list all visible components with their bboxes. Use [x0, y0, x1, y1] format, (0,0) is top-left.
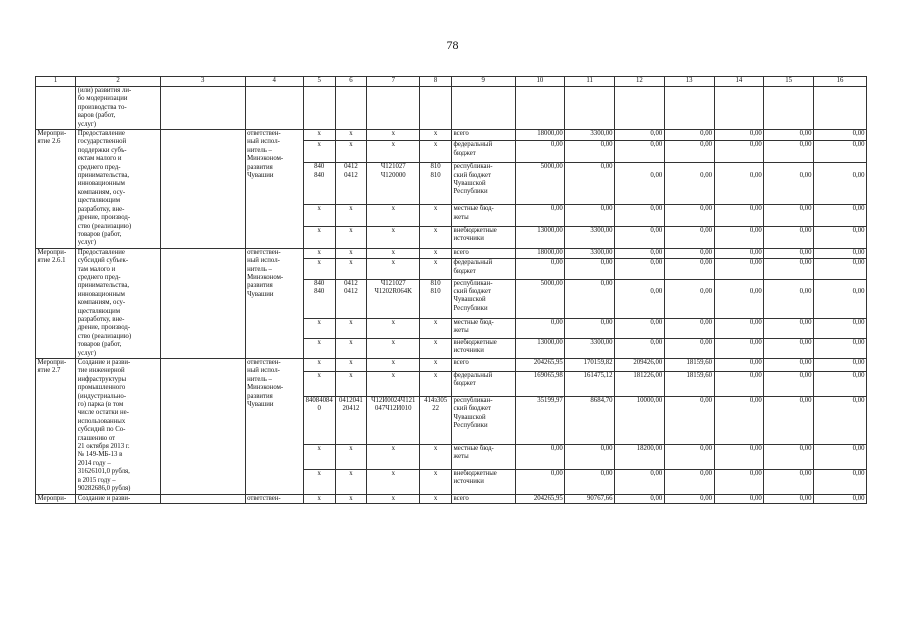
code-cell: х	[367, 444, 420, 469]
value-cell: 3300,00	[565, 130, 615, 141]
value-cell: 13000,00	[515, 227, 565, 249]
value-cell: 3300,00	[565, 227, 615, 249]
code-cell: х	[303, 469, 335, 494]
header-cell: 11	[565, 77, 615, 87]
value-cell: 0,00	[764, 259, 814, 279]
value-cell: 0,00	[664, 338, 714, 358]
value-cell: 0,00	[764, 163, 814, 205]
code-cell: х	[420, 359, 452, 372]
code-cell: х	[420, 130, 452, 141]
code-cell: х	[303, 248, 335, 259]
header-cell: 10	[515, 77, 565, 87]
value-cell: 0,00	[615, 338, 665, 358]
measure-name: Создание и разви- тие инженерной инфраструктуры промышленного (индустриально- го) парка (в том числе остатки не- использованных субсидий по Со- глашению от 21 октября 2013 г. № 149-МБ-13 в 2014 году – 31626101,0 рубля, в 2015 году – 90282686,0 рубля)	[76, 359, 161, 495]
code-cell: х	[335, 318, 367, 338]
code-cell: х	[420, 259, 452, 279]
code-cell: х	[367, 248, 420, 259]
code-cell: х	[335, 205, 367, 227]
code-cell: х	[303, 259, 335, 279]
value-cell: 0,00	[764, 227, 814, 249]
value-cell: 0,00	[814, 396, 867, 444]
value-cell: 0,00	[714, 248, 764, 259]
header-row	[36, 77, 867, 87]
code-cell: 414з305 22	[420, 396, 452, 444]
value-cell: 8684,70	[565, 396, 615, 444]
funding-source: местные бюд- жеты	[451, 444, 515, 469]
value-cell: 0,00	[664, 396, 714, 444]
code-cell: х	[303, 372, 335, 397]
value-cell: 181226,00	[615, 372, 665, 397]
value-cell: 0,00	[714, 318, 764, 338]
code-cell: х	[303, 444, 335, 469]
header-cell: 14	[714, 77, 764, 87]
value-cell: 0,00	[664, 248, 714, 259]
continuation-text: (или) развития ли- бо модернизации производства то- варов (работ, услуг)	[76, 87, 161, 130]
code-cell: х	[335, 248, 367, 259]
value-cell: 0,00	[714, 279, 764, 318]
value-cell: 0,00	[814, 318, 867, 338]
value-cell: 0,00	[764, 141, 814, 163]
value-cell: 0,00	[664, 163, 714, 205]
measure-id: Меропри- ятие 2.6	[36, 130, 76, 249]
funding-source: всего	[451, 130, 515, 141]
value-cell: 0,00	[515, 469, 565, 494]
value-cell: 0,00	[714, 469, 764, 494]
code-cell: х	[303, 359, 335, 372]
value-cell: 0,00	[664, 130, 714, 141]
funding-source: внебюджетные источники	[451, 469, 515, 494]
code-cell: 840 840	[303, 163, 335, 205]
header-cell: 16	[814, 77, 867, 87]
value-cell: 161475,12	[565, 372, 615, 397]
value-cell: 0,00	[664, 318, 714, 338]
code-cell: 84084084 0	[303, 396, 335, 444]
value-cell: 0,00	[615, 279, 665, 318]
value-cell: 0,00	[814, 163, 867, 205]
value-cell: 18000,00	[515, 248, 565, 259]
funding-source: всего	[451, 248, 515, 259]
value-cell: 0,00	[515, 205, 565, 227]
value-cell: 0,00	[764, 396, 814, 444]
header-cell: 4	[245, 77, 303, 87]
header-cell: 15	[764, 77, 814, 87]
code-cell: х	[335, 130, 367, 141]
value-cell: 3300,00	[565, 338, 615, 358]
value-cell: 0,00	[664, 444, 714, 469]
code-cell: х	[367, 141, 420, 163]
value-cell: 0,00	[664, 259, 714, 279]
code-cell: х	[303, 130, 335, 141]
code-cell: х	[420, 338, 452, 358]
value-cell: 0,00	[615, 259, 665, 279]
responsible-executor: ответствен- ный испол- нитель – Минэконом- развития Чувашии	[245, 248, 303, 358]
measure-id: Меропри-	[36, 494, 76, 503]
value-cell: 0,00	[764, 494, 814, 503]
value-cell: 0,00	[565, 141, 615, 163]
header-cell: 8	[420, 77, 452, 87]
code-cell: х	[367, 338, 420, 358]
value-cell: 0,00	[515, 259, 565, 279]
value-cell: 0,00	[714, 163, 764, 205]
value-cell: 90767,66	[565, 494, 615, 503]
value-cell: 0,00	[515, 318, 565, 338]
funding-source: республикан- ский бюджет Чувашской Республики	[451, 279, 515, 318]
funding-source: федеральный бюджет	[451, 372, 515, 397]
value-cell: 0,00	[814, 359, 867, 372]
budget-table	[35, 76, 867, 504]
value-cell: 0,00	[615, 163, 665, 205]
value-cell: 0,00	[565, 444, 615, 469]
value-cell: 0,00	[565, 279, 615, 318]
funding-source: внебюджетные источники	[451, 338, 515, 358]
value-cell: 0,00	[714, 205, 764, 227]
value-cell: 0,00	[664, 205, 714, 227]
value-cell: 5000,00	[515, 163, 565, 205]
code-cell: х	[367, 494, 420, 503]
header-cell: 9	[451, 77, 515, 87]
code-cell: х	[420, 141, 452, 163]
value-cell: 0,00	[615, 469, 665, 494]
value-cell: 0,00	[565, 163, 615, 205]
funding-source: республикан- ский бюджет Чувашской Республики	[451, 396, 515, 444]
value-cell: 0,00	[814, 372, 867, 397]
value-cell: 0,00	[814, 469, 867, 494]
value-cell: 209426,00	[615, 359, 665, 372]
funding-source: федеральный бюджет	[451, 259, 515, 279]
code-cell: х	[367, 205, 420, 227]
value-cell: 0,00	[615, 130, 665, 141]
value-cell: 0,00	[565, 259, 615, 279]
value-cell: 0,00	[714, 372, 764, 397]
value-cell: 0,00	[714, 130, 764, 141]
value-cell: 0,00	[814, 279, 867, 318]
value-cell: 35199,97	[515, 396, 565, 444]
table-row	[36, 359, 867, 372]
code-cell: х	[367, 130, 420, 141]
value-cell: 0,00	[664, 227, 714, 249]
value-cell: 13000,00	[515, 338, 565, 358]
responsible-executor: ответствен-	[245, 494, 303, 503]
value-cell: 18200,00	[615, 444, 665, 469]
code-cell: х	[367, 359, 420, 372]
value-cell: 0,00	[764, 444, 814, 469]
value-cell: 5000,00	[515, 279, 565, 318]
code-cell: х	[367, 227, 420, 249]
value-cell: 0,00	[814, 338, 867, 358]
code-cell: х	[303, 205, 335, 227]
value-cell: 0,00	[814, 259, 867, 279]
value-cell: 0,00	[664, 279, 714, 318]
table-row	[36, 494, 867, 503]
value-cell: 169065,98	[515, 372, 565, 397]
code-cell: х	[335, 444, 367, 469]
code-cell: х	[367, 318, 420, 338]
code-cell: х	[420, 227, 452, 249]
funding-source: местные бюд- жеты	[451, 318, 515, 338]
page-number: 78	[446, 38, 459, 52]
value-cell: 0,00	[615, 248, 665, 259]
value-cell: 204265,95	[515, 494, 565, 503]
value-cell: 0,00	[714, 338, 764, 358]
code-cell: Ч12И0024Ч121 047Ч12И010	[367, 396, 420, 444]
value-cell: 0,00	[615, 141, 665, 163]
value-cell: 18159,60	[664, 359, 714, 372]
code-cell: х	[335, 141, 367, 163]
code-cell: х	[367, 372, 420, 397]
value-cell: 0,00	[565, 469, 615, 494]
value-cell: 0,00	[764, 248, 814, 259]
value-cell: 18159,60	[664, 372, 714, 397]
header-cell: 6	[335, 77, 367, 87]
value-cell: 0,00	[565, 318, 615, 338]
value-cell: 0,00	[714, 227, 764, 249]
value-cell: 0,00	[714, 494, 764, 503]
code-cell: 840 840	[303, 279, 335, 318]
value-cell: 0,00	[764, 205, 814, 227]
continuation-row	[36, 87, 867, 130]
empty-cell	[160, 248, 245, 358]
funding-source: республикан- ский бюджет Чувашской Республики	[451, 163, 515, 205]
responsible-executor: ответствен- ный испол- нитель – Минэконом- развития Чувашии	[245, 359, 303, 495]
value-cell: 0,00	[764, 338, 814, 358]
value-cell: 0,00	[615, 227, 665, 249]
value-cell: 0,00	[714, 359, 764, 372]
code-cell: х	[303, 141, 335, 163]
header-cell: 12	[615, 77, 665, 87]
value-cell: 0,00	[515, 444, 565, 469]
value-cell: 0,00	[764, 469, 814, 494]
value-cell: 0,00	[814, 141, 867, 163]
value-cell: 10000,00	[615, 396, 665, 444]
code-cell: х	[303, 318, 335, 338]
table-row	[36, 248, 867, 259]
code-cell: 0412 0412	[335, 163, 367, 205]
value-cell: 0,00	[814, 227, 867, 249]
value-cell: 0,00	[814, 248, 867, 259]
header-cell: 3	[160, 77, 245, 87]
code-cell: Ч121027 Ч120000	[367, 163, 420, 205]
code-cell: х	[335, 227, 367, 249]
code-cell: х	[335, 469, 367, 494]
measure-name: Создание и разви-	[76, 494, 161, 503]
code-cell: х	[303, 338, 335, 358]
code-cell: 810 810	[420, 163, 452, 205]
code-cell: х	[303, 494, 335, 503]
funding-source: федеральный бюджет	[451, 141, 515, 163]
code-cell: х	[367, 469, 420, 494]
code-cell: х	[420, 494, 452, 503]
value-cell: 0,00	[714, 444, 764, 469]
funding-source: внебюджетные источники	[451, 227, 515, 249]
responsible-executor: ответствен- ный испол- нитель – Минэконом- развития Чувашии	[245, 130, 303, 249]
value-cell: 0,00	[664, 141, 714, 163]
value-cell: 0,00	[664, 469, 714, 494]
code-cell: х	[420, 469, 452, 494]
value-cell: 0,00	[565, 205, 615, 227]
code-cell: х	[335, 372, 367, 397]
value-cell: 3300,00	[565, 248, 615, 259]
header-cell: 2	[76, 77, 161, 87]
value-cell: 0,00	[764, 130, 814, 141]
code-cell: 0412 0412	[335, 279, 367, 318]
measure-id: Меропри- ятие 2.7	[36, 359, 76, 495]
value-cell: 18000,00	[515, 130, 565, 141]
value-cell: 0,00	[764, 372, 814, 397]
code-cell: х	[420, 205, 452, 227]
measure-name: Предоставление субсидий субъек- там малого и среднего пред- принимательства, инновационным компаниям, осу- ществляющим разработку, вне- дрение, производ- ство (реализацию) товаров (работ, услуг)	[76, 248, 161, 358]
value-cell: 0,00	[814, 494, 867, 503]
value-cell: 0,00	[615, 318, 665, 338]
code-cell: х	[420, 318, 452, 338]
header-cell: 1	[36, 77, 76, 87]
funding-source: местные бюд- жеты	[451, 205, 515, 227]
code-cell: х	[367, 259, 420, 279]
value-cell: 0,00	[814, 130, 867, 141]
code-cell: х	[420, 372, 452, 397]
code-cell: 0412041 20412	[335, 396, 367, 444]
value-cell: 0,00	[664, 494, 714, 503]
funding-source: всего	[451, 494, 515, 503]
measure-name: Предоставление государственной поддержки субъ- ектам малого и среднего пред- принимательства, инновационным компаниям, осу- ществляющим разработку, вне- дрение, производ- ство (реализацию) товаров (работ, услуг)	[76, 130, 161, 249]
value-cell: 0,00	[615, 494, 665, 503]
value-cell: 0,00	[714, 259, 764, 279]
code-cell: х	[303, 227, 335, 249]
value-cell: 0,00	[764, 359, 814, 372]
empty-cell	[160, 359, 245, 495]
value-cell: 0,00	[714, 396, 764, 444]
empty-cell	[160, 494, 245, 503]
value-cell: 0,00	[814, 444, 867, 469]
measure-id: Меропри- ятие 2.6.1	[36, 248, 76, 358]
empty-cell	[160, 130, 245, 249]
code-cell: х	[335, 338, 367, 358]
value-cell: 0,00	[814, 205, 867, 227]
code-cell: 810 810	[420, 279, 452, 318]
code-cell: Ч121027 Ч1202R064K	[367, 279, 420, 318]
code-cell: х	[420, 248, 452, 259]
code-cell: х	[335, 494, 367, 503]
code-cell: х	[335, 259, 367, 279]
funding-source: всего	[451, 359, 515, 372]
header-cell: 7	[367, 77, 420, 87]
code-cell: х	[335, 359, 367, 372]
value-cell: 0,00	[764, 318, 814, 338]
code-cell: х	[420, 444, 452, 469]
header-cell: 5	[303, 77, 335, 87]
value-cell: 0,00	[515, 141, 565, 163]
value-cell: 0,00	[615, 205, 665, 227]
value-cell: 170159,82	[565, 359, 615, 372]
header-cell: 13	[664, 77, 714, 87]
value-cell: 204265,95	[515, 359, 565, 372]
value-cell: 0,00	[714, 141, 764, 163]
table-row	[36, 130, 867, 141]
value-cell: 0,00	[764, 279, 814, 318]
